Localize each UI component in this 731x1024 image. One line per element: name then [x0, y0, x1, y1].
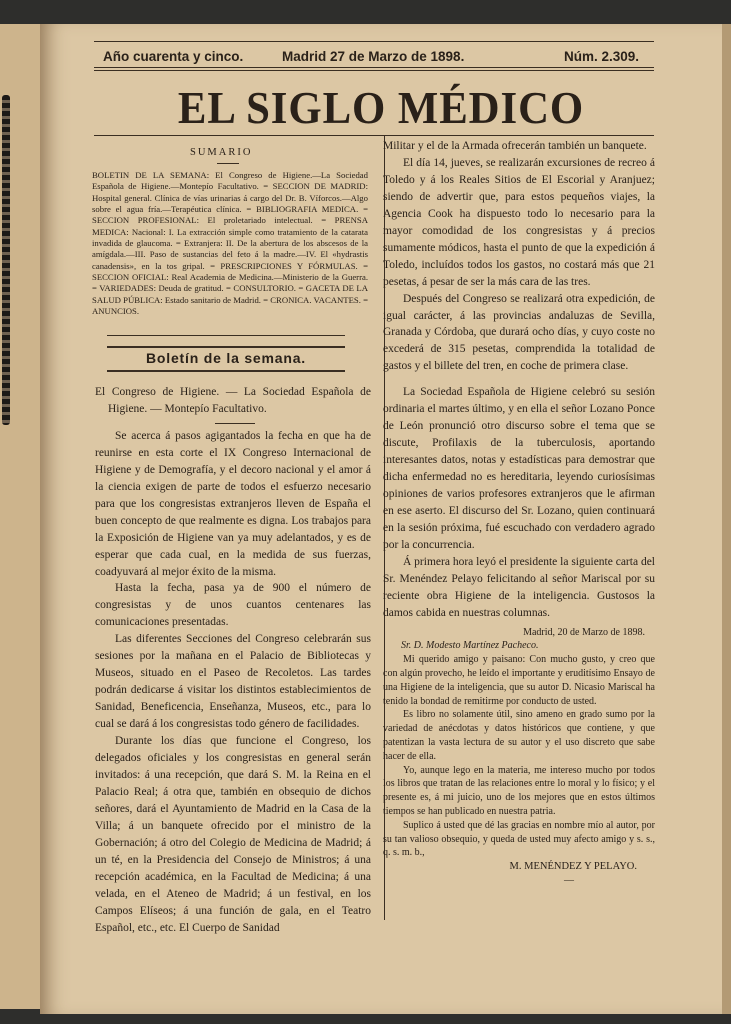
sumario-dash	[217, 163, 239, 164]
header-rule-2	[94, 70, 654, 71]
letter-date: Madrid, 20 de Marzo de 1898.	[523, 626, 645, 638]
letter-salutation: Sr. D. Modesto Martínez Pacheco.	[401, 640, 539, 652]
subheading-dash	[215, 423, 255, 424]
column-left	[95, 384, 371, 937]
header-date: Madrid 27 de Marzo de 1898.	[282, 49, 465, 64]
sumario-title: SUMARIO	[190, 147, 253, 158]
paragraph: Hasta la fecha, pasa ya de 900 el número de congresistas y de unos cuantos centenares las comunicaciones presentadas.	[95, 582, 371, 629]
sumario-text: BOLETIN DE LA SEMANA: El Congreso de Higiene.—La Sociedad Española de Higiene.—Montepío Facultativo. = SECCION DE MADRID: Hospital general. Clínica de vías urinarias á cargo del Dr. B. Víforcos.—Algo sobre el agua fría.—Terapéutica clínica. = BIBLIOGRAFIA MEDICA. = SECCION PROFESIONAL: El proletariado intelectual. = PRENSA MEDICA: Nacional: I. La extracción simple como tratamiento de la catarata invadida de glaucoma. = Extranjera: II. De la abertura de los abscesos de la amígdala.—III. Paso de sustancias del feto á la madre.—IV. El «hydrastis canadensis», en la tos gripal. = PRESCRIPCIONES Y FÓRMULAS. = SECCION OFICIAL: Real Academia de Medicina.—Ministerio de la Guerra. = VARIEDADES: Deuda de gratitud. = CONSULTORIO. = GACETA DE LA SALUD PÚBLICA: Estado sanitario de Madrid. = CRONICA. VACANTES. = ANUNCIOS.	[92, 170, 368, 317]
paragraph: Durante los días que funcione el Congreso, los delegados oficiales y los congresistas en general serán invitados: á una recepción, que dará S. M. la Reina en el Palacio Real; á otra que, también en obsequio de dichos señores, dará el Ayuntamiento de Madrid en la Casa de la Villa; á un banquete ofrecido por el ministro de la Gobernación; á otro del Colegio de Medicina de Madrid; á un té, en la Presidencia del Consejo de Ministros; á una recepción académica, en la Facultad de Medicina; á una velada, en el Ateneo de Madrid; á un festival, en los Campos Elíseos; á una función de gala, en el Teatro Español, etc., etc. El Cuerpo de Sanidad	[95, 735, 371, 934]
paragraph: La Sociedad Española de Higiene celebró su sesión ordinaria el martes último, y en ella el señor Lozano Ponce de León pronunció otro discurso sobre el tema que se discute, Profilaxis de la tuberculosis, aportando interesantes datos, notas y estadísticas para demostrar que dicha enfermedad no es hereditaria, leyendo curiosísimas opiniones de varios profesores extranjeros que le afirman en ese aserto. El discurso del Sr. Lozano, quien continuará en la sesión próxima, fué escuchado con verdadero agrado por la concurrencia.	[383, 386, 655, 551]
letter	[383, 626, 655, 888]
boletin-subheading: El Congreso de Higiene. — La Sociedad Española de Higiene. — Montepío Facultativo.	[95, 386, 371, 415]
column-right	[383, 138, 655, 888]
header-rule	[94, 67, 654, 68]
newspaper-page	[40, 24, 722, 1014]
paragraph: Se acerca á pasos agigantados la fecha en que ha de reunirse en esta corte el IX Congreso Internacional de Higiene y de Demografía, y el decoro nacional y el amor á la ciencia exigen de parte de todos el esfuerzo necesario para que los congresistas extranjeros lleven de España el buen concepto de que realmente es digna. Los trabajos para la Exposición de Higiene van ya muy adelantados, y es de esperar que cada cual, en la medida de sus fuerzas, coadyuvará al mejor éxito de la misma.	[95, 429, 371, 578]
letter-signature: M. MENÉNDEZ Y PELAYO.	[509, 861, 637, 873]
letter-paragraph: Mi querido amigo y paisano: Con mucho gusto, y creo que con algún provecho, he leído el importante y eruditísimo Ensayo de una Higiene de la inteligencia, que su autor D. Nicasio Mariscal ha tenido la bondad de remitirme por conducto de usted.	[383, 654, 655, 707]
sumario-end-rule	[107, 335, 345, 336]
boletin-heading: Boletín de la semana.	[146, 350, 306, 366]
paragraph: El día 14, jueves, se realizarán excursiones de recreo á Toledo y á los Reales Sitios de El Escorial y Aranjuez; siendo de advertir que, para estos pequeños viajes, la Agencia Cook ha dispuesto todo lo necesario para la mayor comodidad de los congresistas y á precios sumamente módicos, hasta el punto de que la expedición á Toledo, incluídos todos los gastos, no costará más que 21 pesetas, á pesar de ser la más cara de las tres.	[383, 156, 655, 288]
binding-stitches	[2, 95, 10, 425]
paragraph: Después del Congreso se realizará otra expedición, de igual carácter, á las provincias andaluzas de Sevilla, Granada y Córdoba, que durará ocho días, y cuyo coste no excederá de 315 pesetas, comprendida la totalidad de gastos y el billete del tren, en coche de primera clase.	[383, 292, 655, 373]
top-rule	[94, 41, 654, 42]
letter-end-mark: —	[564, 875, 574, 887]
letter-paragraph: Yo, aunque lego en la materia, me intereso mucho por todos los libros que tratan de las relaciones entre lo moral y lo físico; y el presente es, á mi juicio, uno de los mejores que en estos últimos tiempos se han publicado en nuestra patria.	[383, 764, 655, 818]
letter-paragraph: Es libro no solamente útil, sino ameno en grado sumo por la variedad de anécdotas y datos históricos que contiene, y que patentizan la vasta lectura de su autor y el uso discreto que sabe hacer de ella.	[383, 709, 655, 762]
paragraph: Las diferentes Secciones del Congreso celebrarán sus sesiones por la mañana en el Palacio de Bibliotecas y Museos, situado en el Paseo de Recoletos. Las tardes podrán dedicarse á visitar los distintos establecimientos de Sanidad, Beneficencia, Enseñanza, Museos, etc., para lo cual se dará á los congresistas todo género de facilidades.	[95, 633, 371, 731]
paragraph: Militar y el de la Armada ofrecerán también un banquete.	[383, 140, 647, 152]
header-number: Núm. 2.309.	[564, 49, 640, 64]
page-right-edge	[722, 24, 731, 1014]
header-year: Año cuarenta y cinco.	[103, 49, 244, 64]
masthead-rule	[94, 135, 654, 136]
letter-paragraph: Suplico á usted que dé las gracias en nombre mío al autor, por su tan valioso obsequio, y queda de usted muy afecto amigo y s. s., q. s. m. b.,	[383, 819, 655, 859]
paragraph: Á primera hora leyó el presidente la siguiente carta del Sr. Menéndez Pelayo felicitando al señor Mariscal por su reciente obra Higiene de la inteligencia. Gustosos la damos cabida en nuestras columnas.	[383, 555, 655, 619]
masthead-title: EL SIGLO MÉDICO	[177, 82, 585, 133]
